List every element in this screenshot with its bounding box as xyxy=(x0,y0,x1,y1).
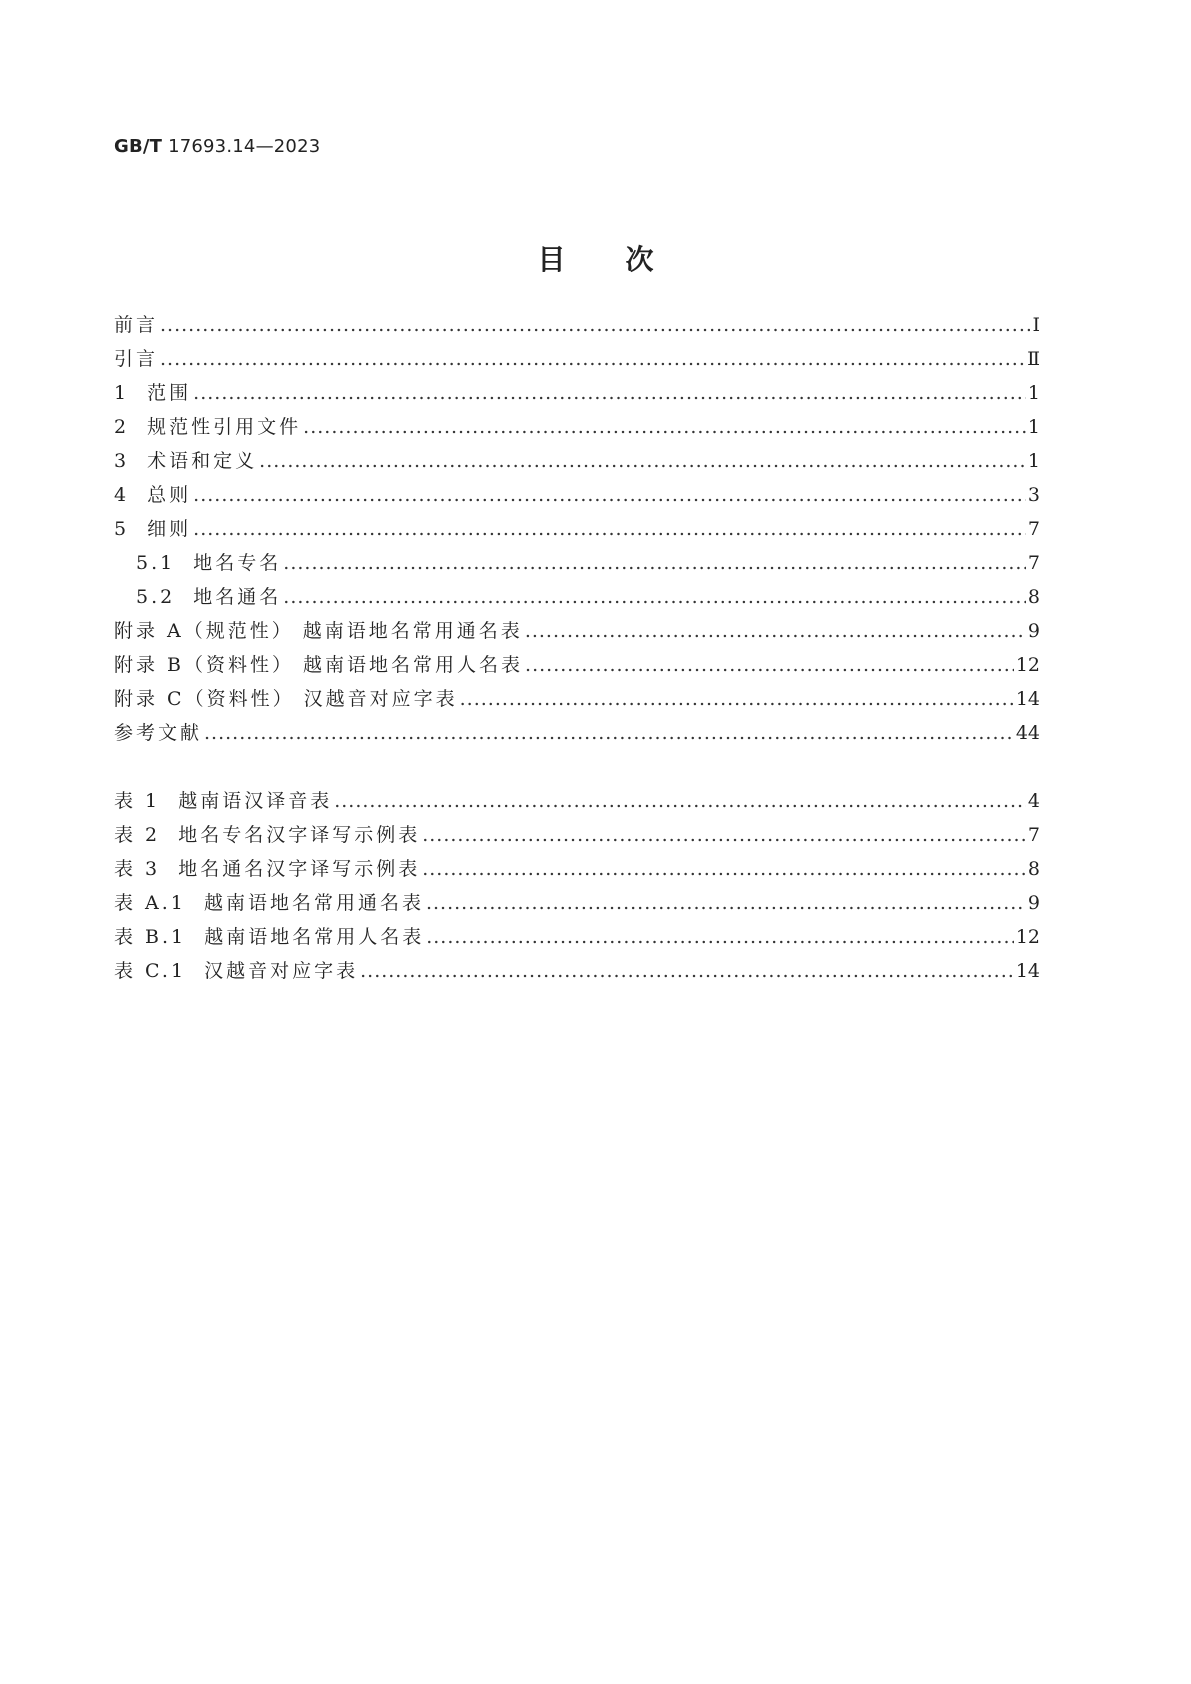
toc-entry-normative-references[interactable] xyxy=(114,410,1040,440)
toc-entry-page: 9 xyxy=(1027,620,1040,642)
toc-entry-generic-names[interactable] xyxy=(114,580,1040,610)
toc-entry-label: 附录 C（资料性） 汉越音对应字表 xyxy=(114,688,458,710)
toc-entry-introduction[interactable] xyxy=(114,342,1040,372)
toc-entry-page: 7 xyxy=(1027,552,1040,574)
table-entry-page: 4 xyxy=(1027,790,1040,812)
list-of-tables-entry-1[interactable] xyxy=(114,784,1040,814)
toc-entry-page: 3 xyxy=(1027,484,1040,506)
document-code xyxy=(114,136,320,157)
table-entry-page: 9 xyxy=(1027,892,1040,914)
toc-entry-label: 4 总则 xyxy=(114,484,192,506)
dot-leader xyxy=(426,890,1026,916)
dot-leader xyxy=(283,550,1026,576)
toc-entry-annex-b[interactable] xyxy=(114,648,1040,678)
table-entry-page: 12 xyxy=(1015,926,1040,948)
toc-entry-label: 5 细则 xyxy=(114,518,192,540)
toc-entry-label: 1 范围 xyxy=(114,382,192,404)
table-entry-page: 7 xyxy=(1027,824,1040,846)
dot-leader xyxy=(460,686,1014,712)
toc-entry-page: Ⅱ xyxy=(1027,348,1040,370)
toc-entry-label: 5.2 地名通名 xyxy=(136,586,282,608)
toc-entry-label: 5.1 地名专名 xyxy=(136,552,282,574)
dot-leader xyxy=(193,380,1026,406)
list-of-tables-entry-2[interactable] xyxy=(114,818,1040,848)
toc-entry-general[interactable] xyxy=(114,478,1040,508)
dot-leader xyxy=(204,720,1014,746)
table-entry-page: 14 xyxy=(1015,960,1040,982)
toc-entry-label: 附录 B（资料性） 越南语地名常用人名表 xyxy=(114,654,524,676)
toc-entry-page: 44 xyxy=(1015,722,1040,744)
list-of-tables-entry-a1[interactable] xyxy=(114,886,1040,916)
toc-entry-page: 1 xyxy=(1027,416,1040,438)
dot-leader xyxy=(283,584,1026,610)
dot-leader xyxy=(422,822,1026,848)
dot-leader xyxy=(193,482,1026,508)
toc-entry-details[interactable] xyxy=(114,512,1040,542)
toc-entry-label: 3 术语和定义 xyxy=(114,450,258,472)
dot-leader xyxy=(334,788,1026,814)
toc-entry-label: 参考文献 xyxy=(114,722,203,744)
page-title: 目次 xyxy=(537,243,714,276)
toc-entry-annex-a[interactable] xyxy=(114,614,1040,644)
table-entry-label: 表 A.1 越南语地名常用通名表 xyxy=(114,892,424,914)
toc-entry-terms[interactable] xyxy=(114,444,1040,474)
table-entry-page: 8 xyxy=(1027,858,1040,880)
dot-leader xyxy=(525,618,1026,644)
toc-entry-foreword[interactable] xyxy=(114,308,1040,338)
dot-leader xyxy=(303,414,1026,440)
toc-entry-specific-names[interactable] xyxy=(114,546,1040,576)
toc-entry-page: 1 xyxy=(1027,450,1040,472)
toc-entry-annex-c[interactable] xyxy=(114,682,1040,712)
list-of-tables-entry-b1[interactable] xyxy=(114,920,1040,950)
toc-entry-bibliography[interactable] xyxy=(114,716,1040,746)
toc-entry-label: 2 规范性引用文件 xyxy=(114,416,302,438)
toc-entry-page: 8 xyxy=(1027,586,1040,608)
table-entry-label: 表 1 越南语汉译音表 xyxy=(114,790,333,812)
dot-leader xyxy=(525,652,1014,678)
toc-entry-label: 附录 A（规范性） 越南语地名常用通名表 xyxy=(114,620,523,642)
dot-leader xyxy=(360,958,1014,984)
list-of-tables-entry-3[interactable] xyxy=(114,852,1040,882)
document-code-prefix: GB/T xyxy=(114,136,163,157)
table-entry-label: 表 2 地名专名汉字译写示例表 xyxy=(114,824,421,846)
table-entry-label: 表 B.1 越南语地名常用人名表 xyxy=(114,926,425,948)
table-entry-label: 表 C.1 汉越音对应字表 xyxy=(114,960,359,982)
toc-entry-page: 1 xyxy=(1027,382,1040,404)
toc-entry-page: 14 xyxy=(1015,688,1040,710)
dot-leader xyxy=(160,346,1025,372)
dot-leader xyxy=(160,312,1030,338)
dot-leader xyxy=(426,924,1014,950)
document-code-number: 17693.14—2023 xyxy=(168,136,321,157)
toc-entry-label: 前言 xyxy=(114,314,159,336)
dot-leader xyxy=(193,516,1026,542)
toc-entry-page: 12 xyxy=(1015,654,1040,676)
table-entry-label: 表 3 地名通名汉字译写示例表 xyxy=(114,858,421,880)
toc-entry-label: 引言 xyxy=(114,348,159,370)
toc-entry-page: I xyxy=(1032,314,1040,336)
list-of-tables-entry-c1[interactable] xyxy=(114,954,1040,984)
toc-entry-scope[interactable] xyxy=(114,376,1040,406)
dot-leader xyxy=(259,448,1026,474)
toc-entry-page: 7 xyxy=(1027,518,1040,540)
dot-leader xyxy=(422,856,1026,882)
